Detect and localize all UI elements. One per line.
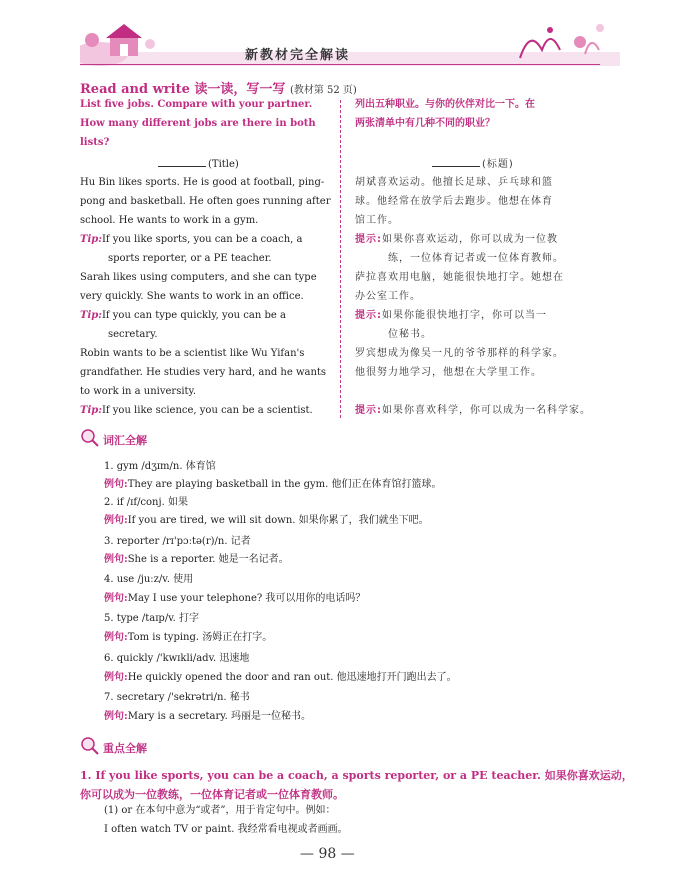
right-text-line: 办公室工作。 — [355, 291, 421, 302]
left-text-line: to work in a university. — [80, 386, 197, 397]
vocab-word: 5. type /taɪp/v. 打字 — [104, 613, 200, 624]
section-ref: (教材第 52 页) — [289, 85, 357, 96]
right-tip-3 — [355, 406, 591, 416]
right-text-line: 他很努力地学习，他想在大学里工作。 — [355, 367, 542, 378]
section-title-en: Read and write — [80, 82, 190, 97]
eg-label: 例句: — [104, 515, 128, 526]
title-underline — [432, 157, 480, 167]
vocab-heading: 词汇全解 — [103, 434, 147, 447]
vocab-word: 1. gym /dʒɪm/n. 体育馆 — [104, 461, 216, 472]
key-point-sentence: 1. If you like sports, you can be a coach, a sports reporter, or a PE teacher. 如果你喜欢运动， — [80, 769, 633, 782]
left-instruction-line: lists? — [80, 137, 110, 148]
left-tip-3 — [80, 406, 313, 416]
eg-label: 例句: — [104, 479, 128, 490]
page-number: — 98 — — [300, 846, 355, 862]
key-point-note: (1) or 在本句中意为“或者”，用于肯定句中。例如： — [104, 805, 336, 816]
magnifier-icon — [80, 428, 100, 448]
tip-label: Tip: — [80, 405, 102, 416]
header-rule — [80, 64, 600, 65]
tip-label: 提示: — [355, 405, 382, 416]
vocab-word: 7. secretary /'sekrətri/n. 秘书 — [104, 692, 250, 703]
magnifier-icon — [80, 736, 100, 756]
vocab-example — [104, 516, 429, 526]
eg-text: May I use your telephone? 我可以用你的电话吗？ — [127, 593, 366, 604]
right-tip-2-cont: 位秘书。 — [388, 329, 432, 340]
left-tip-2-cont: secretary. — [108, 329, 158, 340]
left-text-line: grandfather. He studies very hard, and he wants — [80, 367, 327, 378]
column-divider — [340, 100, 341, 418]
right-title-label: (标题) — [482, 159, 514, 170]
left-text-line: Hu Bin likes sports. He is good at football, ping- — [80, 177, 325, 188]
eg-text: Tom is typing. 汤姆正在打字。 — [127, 632, 273, 643]
eg-text: She is a reporter. 她是一名记者。 — [127, 554, 289, 565]
section-title-zh: 读一读，写一写 — [194, 82, 286, 97]
left-title-label: (Title) — [208, 159, 239, 170]
eg-text: He quickly opened the door and ran out. 他迅速地打开门跑出去了。 — [127, 672, 457, 683]
right-text-line: 萨拉喜欢用电脑，她能很快地打字。她想在 — [355, 272, 564, 283]
tip-text: 如果你能很快地打字，你可以当一 — [382, 310, 547, 321]
title-underline — [158, 157, 206, 167]
key-points-heading: 重点全解 — [103, 742, 147, 755]
right-text-line: 罗宾想成为像吴一凡的爷爷那样的科学家。 — [355, 348, 564, 359]
eg-label: 例句: — [104, 593, 128, 604]
tip-text: If you like science, you can be a scientist. — [101, 405, 313, 416]
right-instruction-line: 列出五种职业。与你的伙伴对比一下。在 — [355, 99, 535, 110]
left-text-line: pong and basketball. He often goes running after — [80, 196, 331, 207]
vocab-example — [104, 594, 365, 604]
tip-label: Tip: — [80, 234, 102, 245]
tip-label: 提示: — [355, 234, 382, 245]
key-point-example: I often watch TV or paint. 我经常看电视或者画画。 — [104, 824, 348, 835]
right-title-blank — [432, 157, 514, 170]
eg-text: They are playing basketball in the gym. 他们正在体育馆打篮球。 — [127, 479, 442, 490]
left-text-line: school. He wants to work in a gym. — [80, 215, 259, 226]
right-tip-2 — [355, 311, 547, 321]
tip-text: If you like sports, you can be a coach, a — [101, 234, 303, 245]
header-title: 新教材完全解读 — [245, 48, 351, 63]
left-instruction-line: List five jobs. Compare with your partner. — [80, 99, 313, 110]
eg-text: Mary is a secretary. 玛丽是一位秘书。 — [127, 711, 311, 722]
left-text-line: Robin wants to be a scientist like Wu Yifan's — [80, 348, 305, 359]
right-tip-1-cont: 练，一位体育记者或一位体育教师。 — [388, 253, 564, 264]
right-text-line: 胡斌喜欢运动。他擅长足球、乒乓球和篮 — [355, 177, 553, 188]
vocab-example — [104, 555, 289, 565]
key-point-translation: 你可以成为一位教练，一位体育记者或一位体育教师。 — [80, 788, 344, 801]
tip-text: 如果你喜欢科学，你可以成为一名科学家。 — [382, 405, 591, 416]
vocab-example — [104, 712, 311, 722]
tip-text: If you can type quickly, you can be a — [101, 310, 286, 321]
eg-label: 例句: — [104, 554, 128, 565]
left-instruction-line: How many different jobs are there in both — [80, 118, 316, 129]
right-tip-1 — [355, 235, 558, 245]
vocab-word: 6. quickly /'kwɪkli/adv. 迅速地 — [104, 653, 250, 664]
tip-label: Tip: — [80, 310, 102, 321]
left-text-line: Sarah likes using computers, and she can type — [80, 272, 317, 283]
right-text-line: 馆工作。 — [355, 215, 399, 226]
vocab-example — [104, 480, 442, 490]
right-instruction-line: 两张清单中有几种不同的职业？ — [355, 118, 495, 129]
vocab-word: 2. if /ɪf/conj. 如果 — [104, 497, 188, 508]
eg-text: If you are tired, we will sit down. 如果你累了，我们就坐下吧。 — [127, 515, 429, 526]
vocab-word: 4. use /juːz/v. 使用 — [104, 574, 194, 585]
vocab-example — [104, 673, 457, 683]
left-tip-1 — [80, 235, 303, 245]
left-tip-1-cont: sports reporter, or a PE teacher. — [108, 253, 272, 264]
left-tip-2 — [80, 311, 286, 321]
tip-text: 如果你喜欢运动，你可以成为一位教 — [382, 234, 558, 245]
vocab-example — [104, 633, 272, 643]
eg-label: 例句: — [104, 632, 128, 643]
eg-label: 例句: — [104, 711, 128, 722]
tip-label: 提示: — [355, 310, 382, 321]
eg-label: 例句: — [104, 672, 128, 683]
left-text-line: very quickly. She wants to work in an office. — [80, 291, 304, 302]
section-heading — [80, 78, 357, 97]
vocab-word: 3. reporter /rɪ'pɔːtə(r)/n. 记者 — [104, 536, 251, 547]
left-title-blank — [158, 157, 239, 170]
right-text-line: 球。他经常在放学后去跑步。他想在体育 — [355, 196, 553, 207]
